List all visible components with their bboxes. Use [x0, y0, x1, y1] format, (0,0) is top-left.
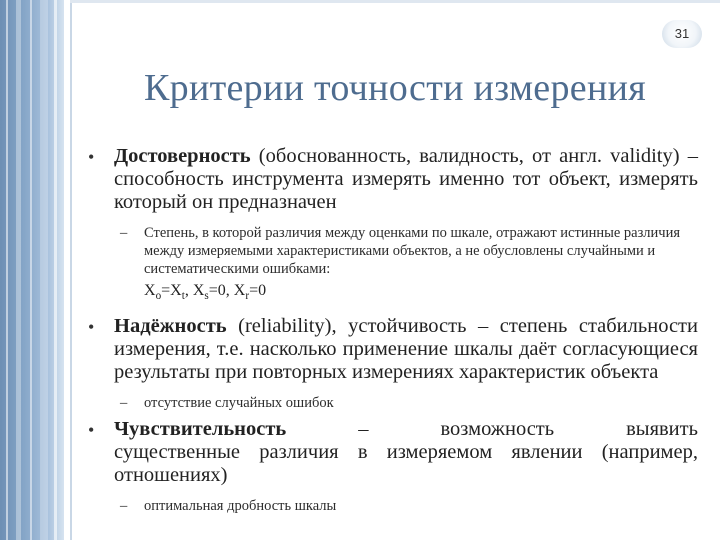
bullet-text: (обоснованность, валидность, от англ. validity) – способность инструмента измерять именно тот объект, измерять который он предназначен — [114, 145, 698, 213]
sub-item-reliability — [88, 394, 698, 412]
bullet-sensitivity — [88, 418, 698, 487]
sensitivity-first-line — [114, 418, 698, 441]
sub-text: отсутствие случайных ошибок — [144, 395, 334, 412]
validity-formula: $X_o=X_t$, $X_s=0$, $X_r=0$ — [144, 282, 267, 303]
dash-icon: – — [120, 498, 128, 515]
bullet-icon: • — [88, 147, 95, 167]
bullet-validity — [88, 145, 698, 214]
decorative-top-line — [70, 0, 720, 3]
band-stripe — [30, 0, 32, 540]
bullet-word: выявить — [626, 418, 698, 441]
term-validity: Достоверность — [114, 145, 251, 167]
bullet-word: – — [358, 418, 369, 441]
sub-item-sensitivity — [88, 497, 698, 515]
band-stripe — [16, 0, 21, 540]
decorative-left-band — [0, 0, 64, 540]
bullet-text: (reliability), устойчивость – степень стабильности измерения, т.е. насколько применение шкалы даёт согласующиеся результаты при повторных измерениях характеристик объекта — [114, 315, 698, 384]
bullet-word: возможность — [440, 418, 555, 441]
page-number: 31 — [662, 20, 702, 48]
slide-title: Критерии точности измерения — [144, 67, 646, 109]
dash-icon: – — [120, 395, 128, 412]
band-stripe — [6, 0, 8, 540]
band-stripe — [54, 0, 57, 540]
bullet-icon: • — [88, 420, 95, 441]
slide-content — [88, 145, 698, 515]
term-sensitivity: Чувствительность — [114, 418, 287, 441]
decorative-vertical-line — [70, 0, 72, 540]
sub-item-validity — [88, 224, 698, 278]
sub-text: оптимальная дробность шкалы — [144, 498, 337, 515]
bullet-reliability — [88, 315, 698, 384]
term-reliability: Надёжность — [114, 315, 227, 338]
bullet-text: существенные различия в измеряемом явлении (например, отношениях) — [114, 441, 698, 487]
bullet-icon: • — [88, 317, 95, 338]
sub-text: Степень, в которой различия между оценками по шкале, отражают истинные различия между измеряемыми характеристиками объектов, а не обусловлены случайными и систематическими ошибками: — [144, 225, 681, 277]
dash-icon: – — [120, 225, 128, 241]
band-stripe — [40, 0, 48, 540]
